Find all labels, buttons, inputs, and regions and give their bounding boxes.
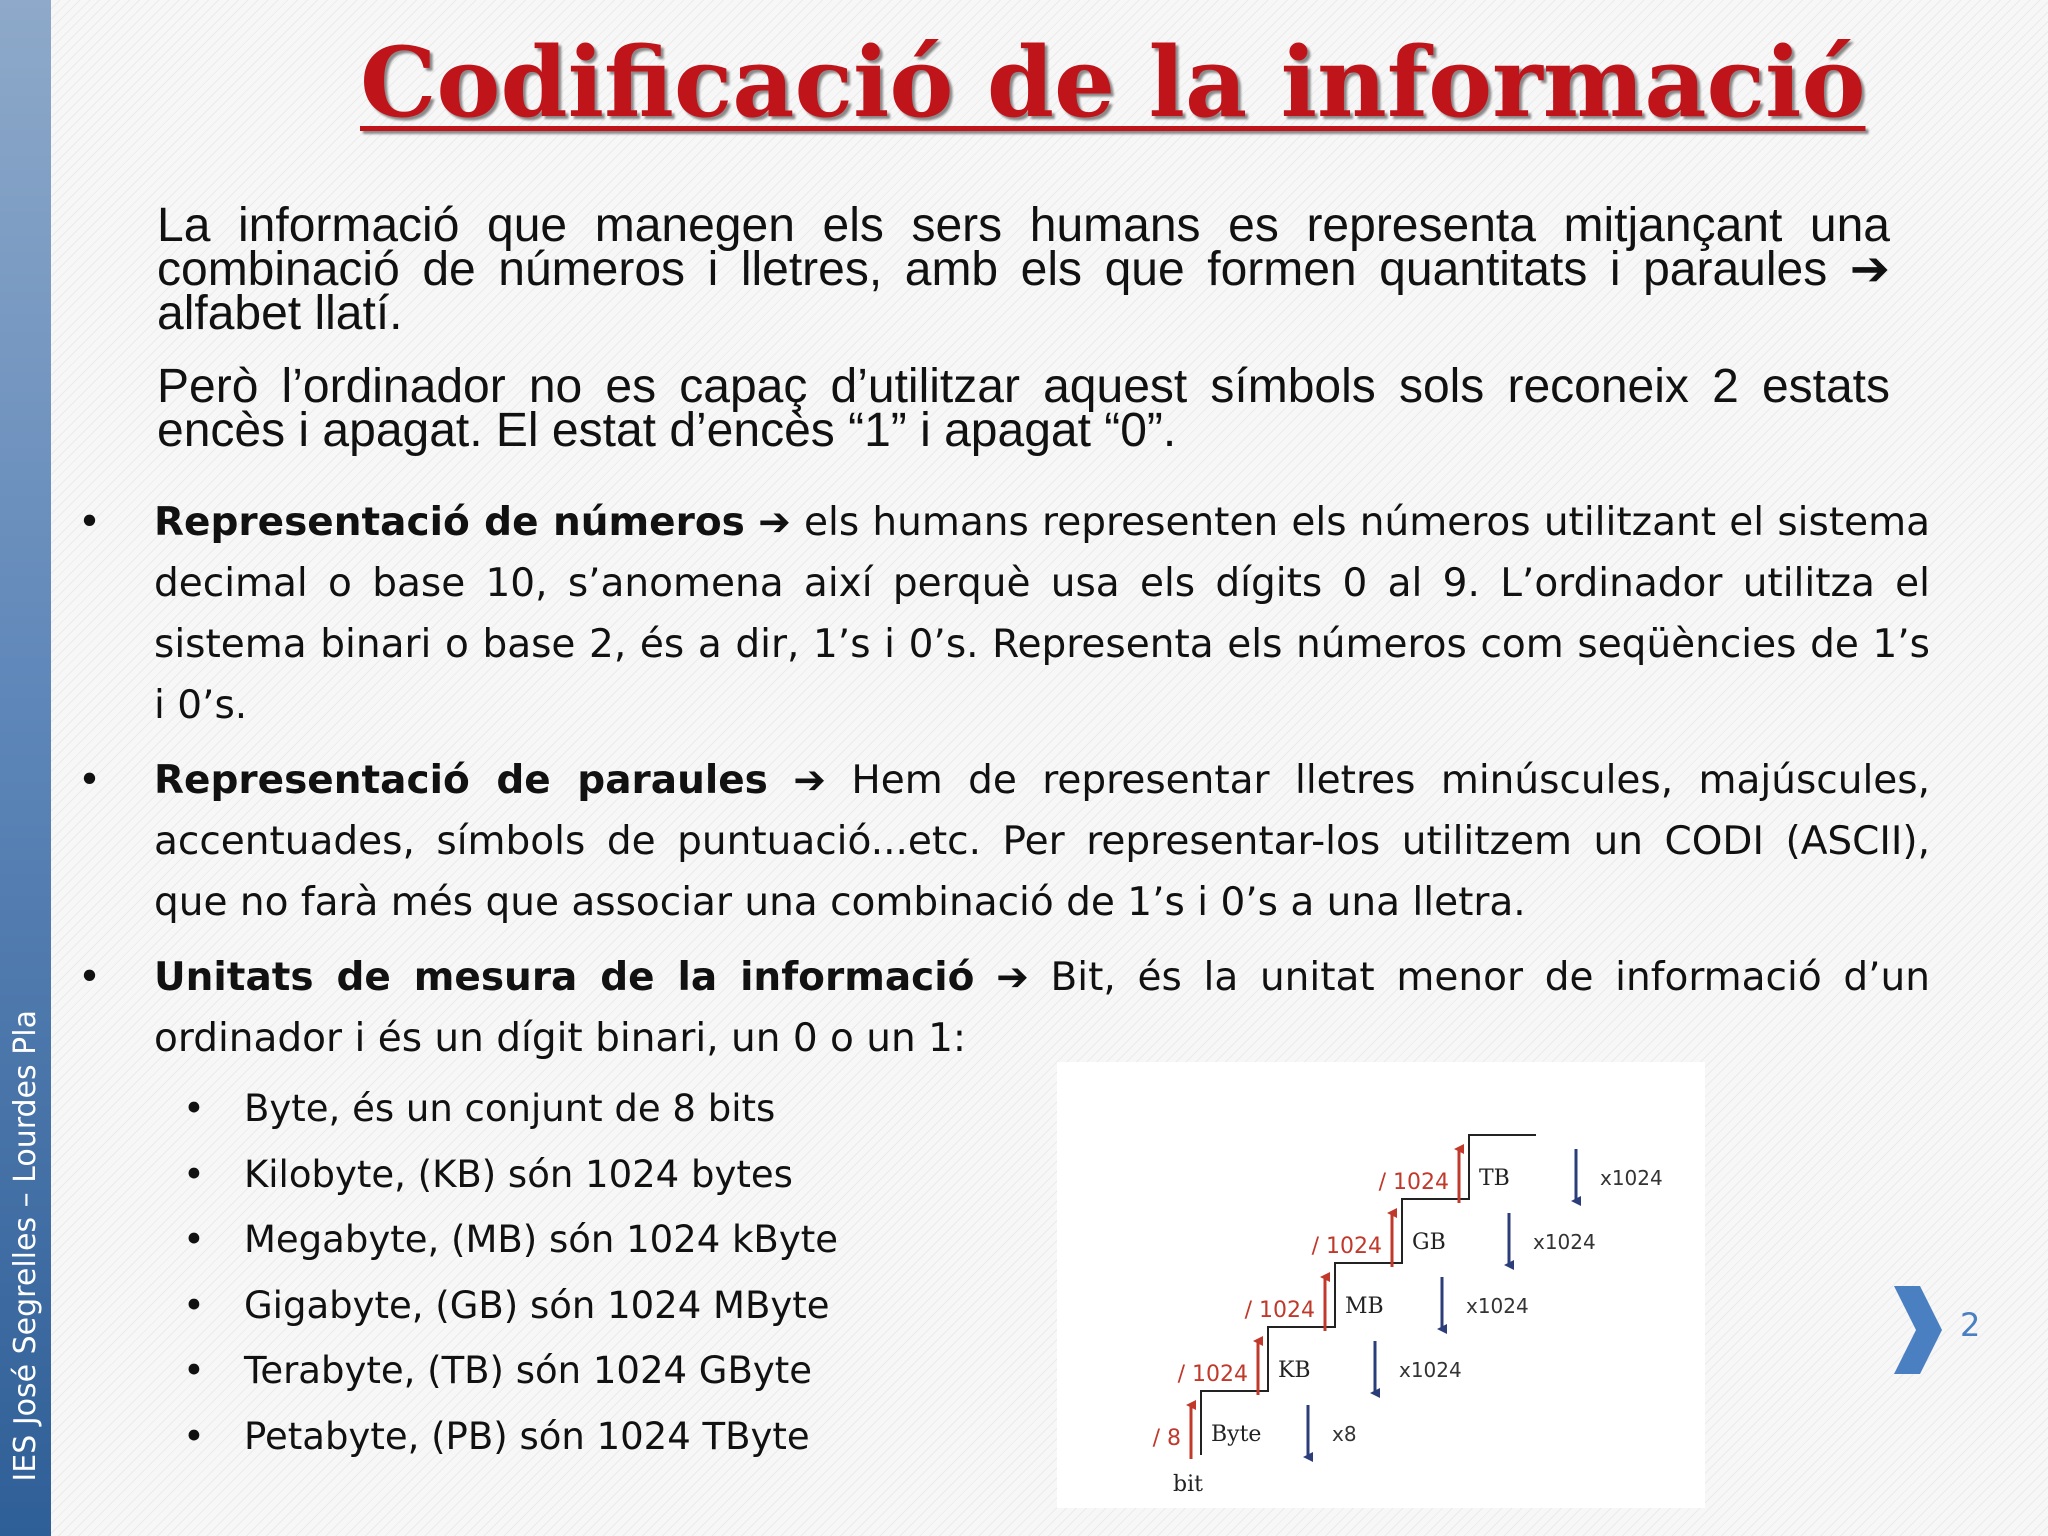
staircase-svg bbox=[1057, 1062, 1705, 1508]
multiply-label: x1024 bbox=[1533, 1230, 1596, 1254]
sub-list-item bbox=[0, 1338, 1040, 1404]
bullet-dot: • bbox=[183, 1218, 205, 1262]
multiply-label: x1024 bbox=[1399, 1358, 1462, 1382]
sub-item-text: Terabyte, (TB) són 1024 GByte bbox=[244, 1349, 813, 1393]
intro-paragraph-1: La informació que manegen els sers humans es representa mitjançant una combinació de números i lletres, amb els que formen quantitats i paraules ➔ alfabet llatí. bbox=[157, 199, 1890, 340]
multiply-label: x8 bbox=[1332, 1422, 1357, 1446]
sub-list-item bbox=[0, 1404, 1040, 1470]
units-sub-list bbox=[0, 1076, 1040, 1470]
sub-list-item bbox=[0, 1207, 1040, 1273]
divide-label: / 1024 bbox=[1177, 1362, 1248, 1387]
sub-list-item bbox=[0, 1273, 1040, 1339]
bullet-units bbox=[0, 947, 1930, 1069]
divide-label: / 8 bbox=[1152, 1426, 1181, 1451]
divide-label: / 1024 bbox=[1311, 1234, 1382, 1259]
sub-item-text: Kilobyte, (KB) són 1024 bytes bbox=[244, 1152, 793, 1196]
bullet-dot: • bbox=[183, 1349, 205, 1393]
diagram-unit-label: Byte bbox=[1211, 1422, 1262, 1447]
divide-label: / 1024 bbox=[1378, 1170, 1449, 1195]
bullet-dot: • bbox=[183, 1283, 205, 1327]
sub-item-text: Megabyte, (MB) són 1024 kByte bbox=[244, 1218, 838, 1262]
bullet-lead: Representació de números bbox=[154, 500, 745, 545]
diagram-unit-label: GB bbox=[1412, 1230, 1446, 1255]
bullet-text: els humans representen els números utilitzant el sistema decimal o base 10, s’anomena així perquè usa els dígits 0 al 9. L’ordinador utilitza el sistema binari o base 2, és a dir, 1’s i 0’s. Representa els números com seqüències de 1’s i 0’s. bbox=[154, 500, 1930, 728]
arrow-icon: ➔ bbox=[996, 955, 1029, 1000]
units-staircase-diagram bbox=[1057, 1062, 1705, 1508]
bullet-dot: • bbox=[183, 1087, 205, 1130]
sub-item-text: Byte, és un conjunt de 8 bits bbox=[244, 1087, 776, 1130]
bullet-list bbox=[0, 492, 1930, 1083]
multiply-label: x1024 bbox=[1600, 1166, 1663, 1190]
bullet-dot: • bbox=[78, 955, 102, 1000]
multiply-label: x1024 bbox=[1466, 1294, 1529, 1318]
divide-label: / 1024 bbox=[1244, 1298, 1315, 1323]
sidebar-author-text: IES José Segrelles – Lourdes Pla bbox=[7, 1010, 43, 1482]
sub-list-item bbox=[0, 1076, 1040, 1142]
diagram-unit-label: TB bbox=[1479, 1166, 1510, 1191]
bullet-dot: • bbox=[183, 1414, 205, 1458]
bullet-words bbox=[0, 750, 1930, 933]
slide-title: Codificació de la informació bbox=[360, 26, 1866, 139]
bullet-text: Bit, és la unitat menor de informació d’un ordinador i és un dígit binari, un 0 o un 1: bbox=[154, 955, 1930, 1061]
bullet-dot: • bbox=[78, 758, 102, 803]
sub-item-text: Petabyte, (PB) són 1024 TByte bbox=[244, 1414, 810, 1458]
bullet-numbers bbox=[0, 492, 1930, 736]
sub-item-text: Gigabyte, (GB) són 1024 MByte bbox=[244, 1283, 830, 1327]
intro-paragraph-2: Però l’ordinador no es capaç d’utilitzar aquest símbols sols reconeix 2 estats encès i apagat. El estat d’encès “1” i apagat “0”. bbox=[157, 360, 1890, 457]
diagram-unit-label: KB bbox=[1278, 1358, 1311, 1383]
bullet-lead: Representació de paraules bbox=[154, 758, 768, 803]
bullet-dot: • bbox=[183, 1152, 205, 1196]
arrow-icon: ➔ bbox=[758, 500, 791, 545]
bullet-text: Hem de representar lletres minúscules, majúscules, accentuades, símbols de puntuació...etc. Per representar-los utilitzem un CODI (ASCII), que no farà més que associar una combinació de 1’s i 0’s a una lletra. bbox=[154, 758, 1930, 925]
sub-list-item bbox=[0, 1142, 1040, 1208]
bullet-dot: • bbox=[78, 500, 102, 545]
diagram-unit-label: MB bbox=[1345, 1294, 1384, 1319]
chevron-right-icon[interactable] bbox=[1890, 1282, 1946, 1378]
page-number: 2 bbox=[1960, 1306, 1981, 1344]
diagram-unit-label: bit bbox=[1173, 1472, 1203, 1497]
bullet-lead: Unitats de mesura de la informació bbox=[154, 955, 975, 1000]
arrow-icon: ➔ bbox=[793, 758, 826, 803]
